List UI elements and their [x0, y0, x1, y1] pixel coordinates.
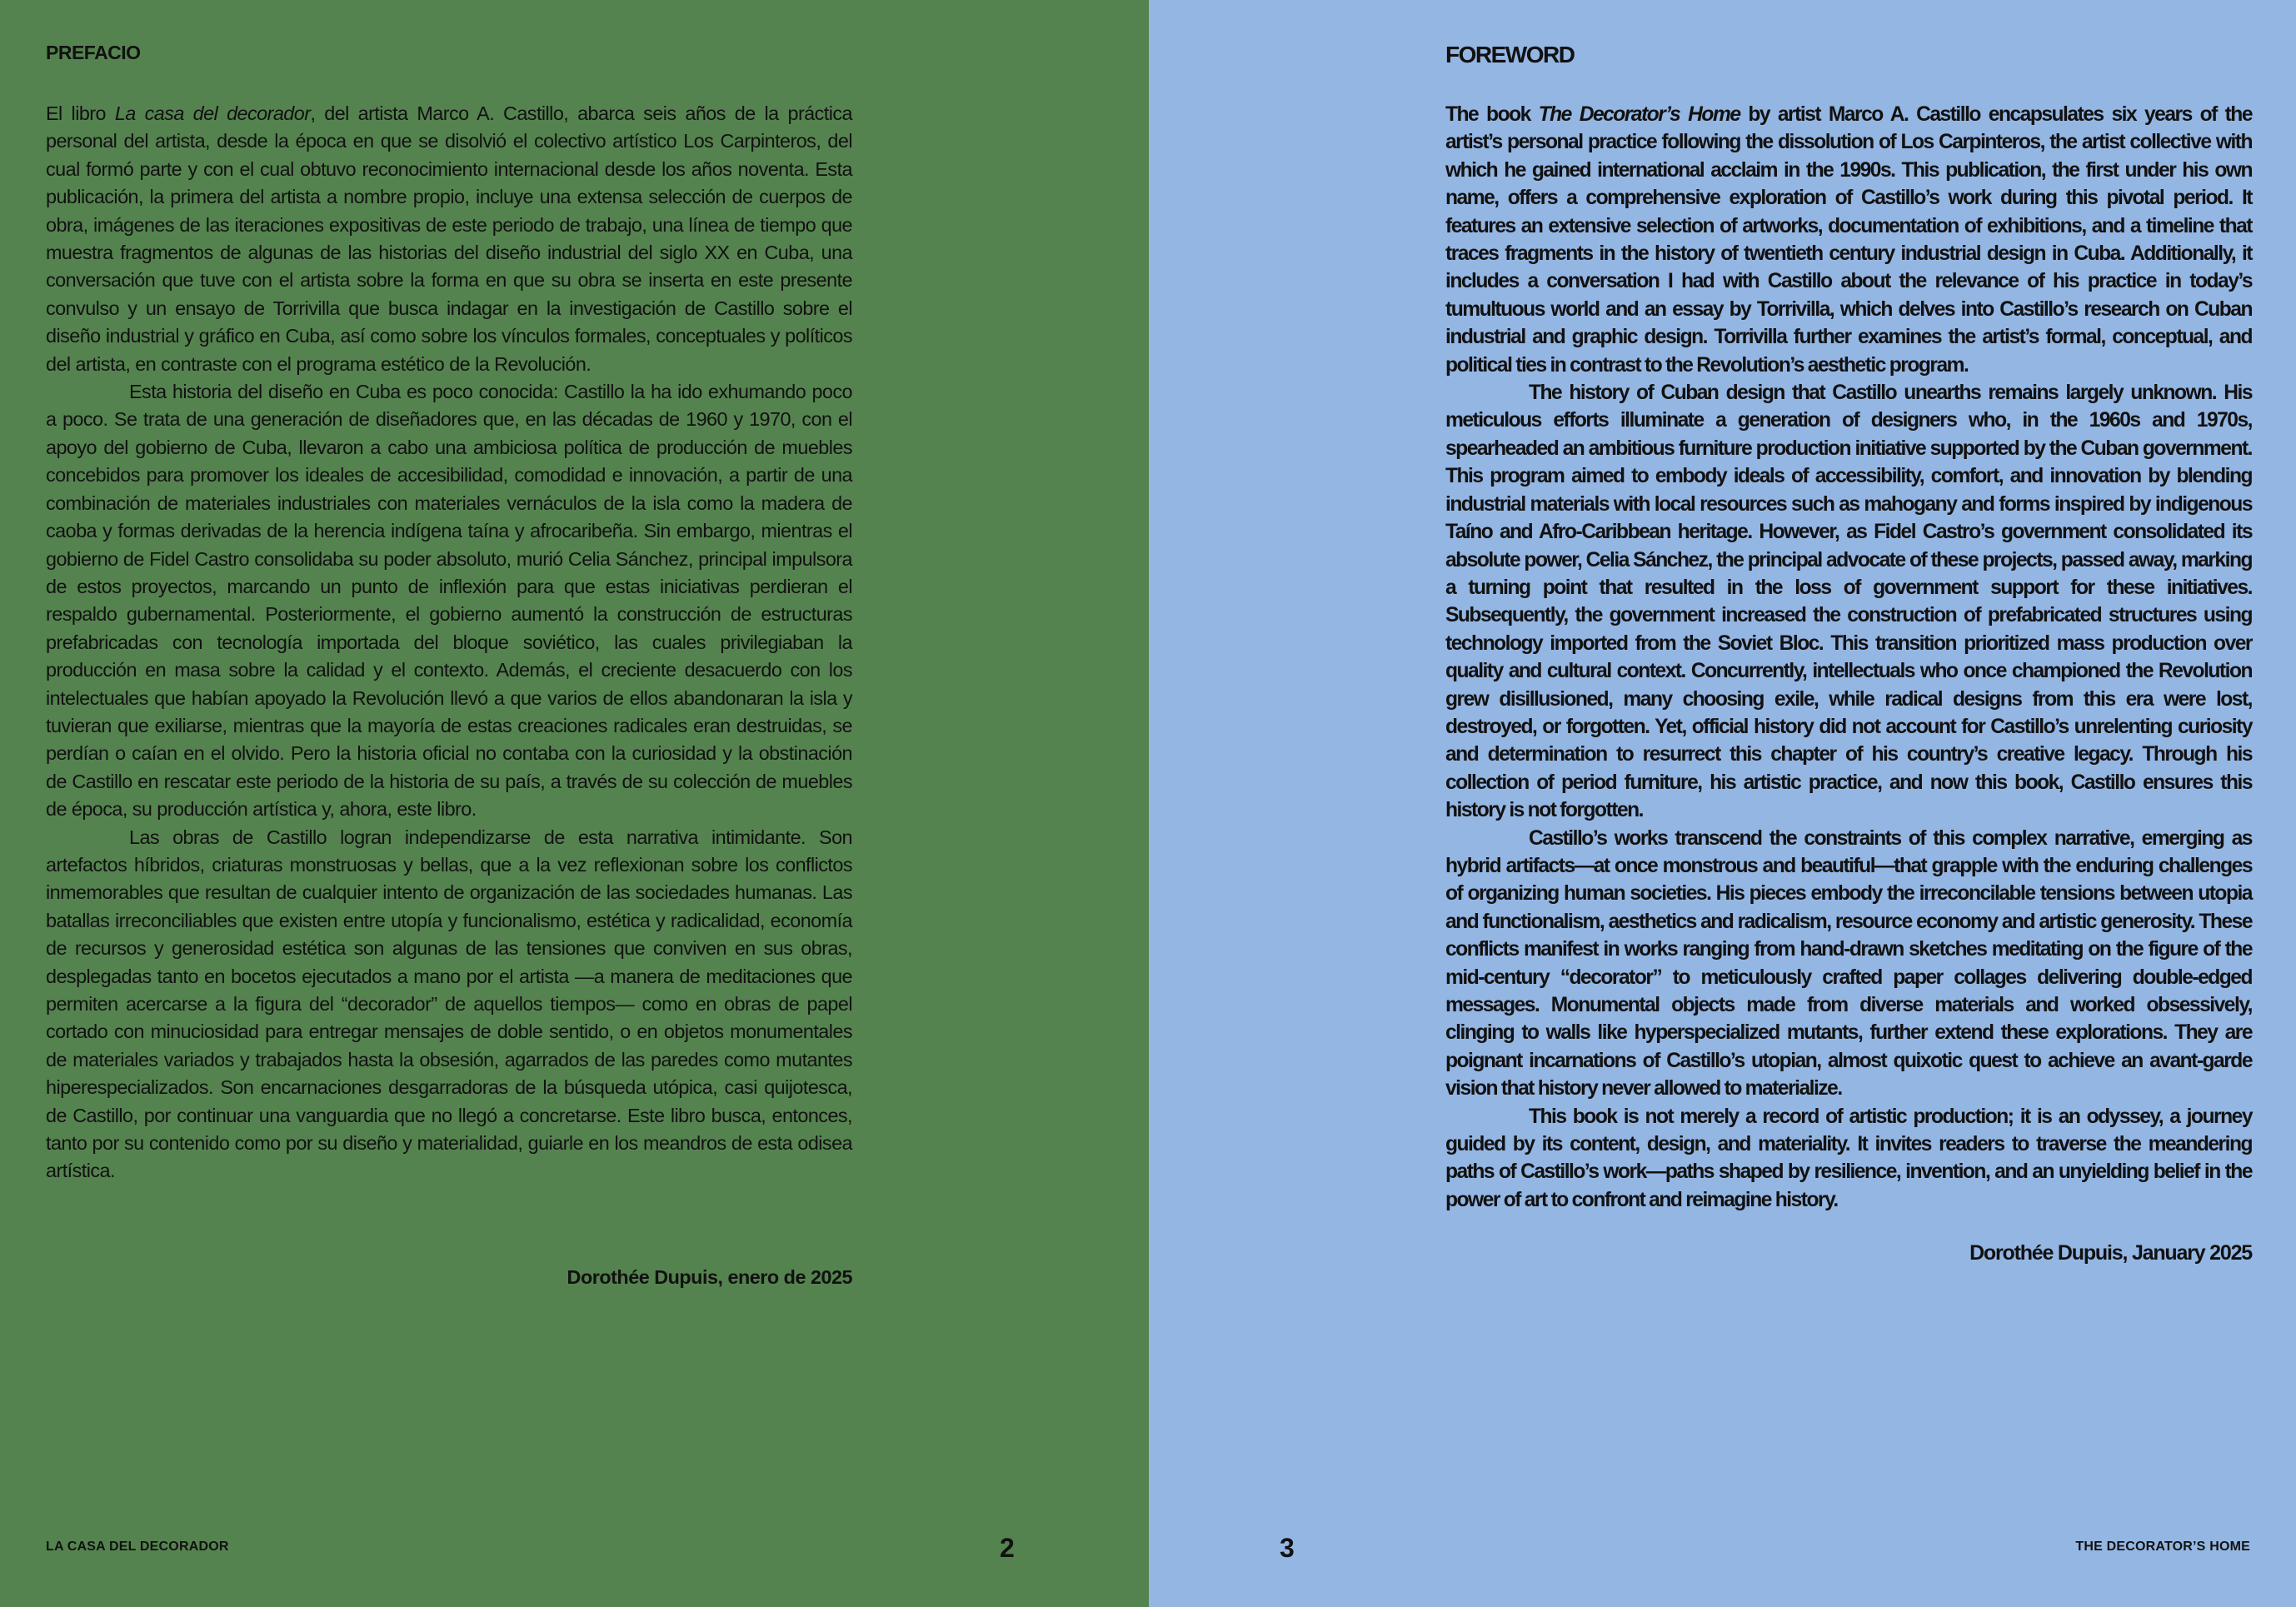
page-number: 3 — [1280, 1533, 1295, 1563]
paragraph-3: Las obras de Castillo logran independizarse de esta narrativa intimidante. Son artefactos híbridos, criaturas monstruosas y bellas, que a la vez reflexionan sobre los conflictos inmemorables que resultan de cualquier intento de organización de las sociedades humanas. Las batallas irreconciliables que existen entre utopía y funcionalismo, estética y radicalidad, economía de recursos y generosidad estética son algunas de las tensiones que conviven en sus obras, desplegadas tanto en bocetos ejecutados a mano por el artista —a manera de meditaciones que permiten acercarse a la figura del “decorador” de aquellos tiempos— como en obras de papel cortado con minuciosidad para entregar mensajes de doble sentido, o en objetos monumentales de materiales variados y trabajados hasta la obsesión, agarrados de las paredes como mutantes hiperespecializados. Son encarnaciones desgarradoras de la búsqueda utópica, casi quijotesca, de Castillo, por continuar una vanguardia que no llegó a concretarse. Este libro busca, entonces, tanto por su contenido como por su diseño y materialidad, guiarle en los meandros de esta odisea artística. — [46, 826, 852, 1182]
paragraph-intro: El libro — [46, 102, 115, 124]
running-footer-title: THE DECORATOR’S HOME — [2075, 1540, 2250, 1554]
paragraph-text: , del artista Marco A. Castillo, abarca seis años de la práctica personal del artista, desde la época en que se disolvió el colectivo artístico Los Carpinteros, del cual formó parte y con el cual obtuvo reconocimiento internacional desde los años noventa. Esta publicación, la primera del artista a nombre propio, incluye una extensa selección de cuerpos de obra, imágenes de las iteraciones expositivas de este periodo de trabajo, una línea de tiempo que muestra fragmentos de algunas de las historias del diseño industrial del siglo XX en Cuba, una conversación que tuve con el artista sobre la forma en que su obra se inserta en este presente convulso y un ensayo de Torrivilla que busca indagar en la investigación de Castillo sobre el diseño industrial y gráfico en Cuba, así como sobre los vínculos formales, conceptuales y políticos del artista, en contraste con el programa estético de la Revolución. — [46, 102, 852, 375]
paragraph-2: The history of Cuban design that Castillo unearths remains largely unknown. His meticulous efforts illuminate a generation of designers who, in the 1960s and 1970s, spearheaded an ambitious furniture production initiative supported by the Cuban government. This program aimed to embody ideals of accessibility, comfort, and innovation by blending industrial materials with local resources such as mahogany and forms inspired by indigenous Taíno and Afro-Caribbean heritage. However, as Fidel Castro’s government consolidated its absolute power, Celia Sánchez, the principal advocate of these projects, passed away, marking a turning point that resulted in the loss of government support for these initiatives. Subsequently, the government increased the construction of prefabricated structures using technology imported from the Soviet Bloc. This transition prioritized mass production over quality and cultural context. Concurrently, intellectuals who once championed the Revolution grew disillusioned, many choosing exile, while radical designs from this era were lost, destroyed, or forgotten. Yet, official history did not account for Castillo’s unrelenting curiosity and determination to resurrect this chapter of his country’s creative legacy. Through his collection of period furniture, his artistic practice, and now this book, Castillo ensures this history is not forgotten. — [1445, 382, 2252, 822]
signature: Dorothée Dupuis, January 2025 — [1969, 1241, 2252, 1265]
book-title: La casa del decorador — [114, 102, 311, 124]
paragraph-2: Esta historia del diseño en Cuba es poco conocida: Castillo la ha ido exhumando poco a poco. Se trata de una generación de diseñadores que, en las décadas de 1960 y 1970, con el apoyo del gobierno de Cuba, llevaron a cabo una ambiciosa política de producción de muebles concebidos para promover los ideales de accesibilidad, comodidad e innovación, a partir de una combinación de materiales industriales con materiales vernáculos de la isla como la madera de caoba y formas derivadas de la herencia indígena taína y afrocaribeña. Sin embargo, mientras el gobierno de Fidel Castro consolidaba su poder absoluto, murió Celia Sánchez, principal impulsora de estos proyectos, marcando un punto de inflexión para que estas iniciativas perdieran el respaldo gubernamental. Posteriormente, el gobierno aumentó la construcción de estructuras prefabricadas con tecnología importada del bloque soviético, las cuales privilegiaban la producción en masa sobre la calidad y el contexto. Además, el creciente desacuerdo con los intelectuales que habían apoyado la Revolución llevó a que varios de ellos abandonaran la isla y tuvieran que exiliarse, mientras que la mayoría de estas creaciones radicales eran destruidas, se perdían o caían en el olvido. Pero la historia oficial no contaba con la curiosidad y la obstinación de Castillo en rescatar este periodo de la historia de su país, a través de su colección de muebles de época, su producción artística y, ahora, este libro. — [46, 381, 852, 821]
paragraph-3: Castillo’s works transcend the constraints of this complex narrative, emerging as hybrid artifacts—at once monstrous and beautiful—that grapple with the enduring challenges of organizing human societies. His pieces embody the irreconcilable tensions between utopia and functionalism, aesthetics and radicalism, resource economy and artistic generosity. These conflicts manifest in works ranging from hand-drawn sketches meditating on the figure of the mid-century “decorator” to meticulously crafted paper collages delivering double-edged messages. Monumental objects made from diverse materials and worked obsessively, clinging to walls like hyperspecialized mutants, further extend these explorations. They are poignant incarnations of Castillo’s utopian, almost quixotic quest to achieve an avant-garde vision that history never allowed to materialize. — [1445, 826, 2252, 1100]
paragraph-4: This book is not merely a record of artistic production; it is an odyssey, a journey guided by its content, design, and materiality. It invites readers to traverse the meandering paths of Castillo’s work—paths shaped by resilience, invention, and an unyielding belief in the power of art to confront and reimagine history. — [1445, 1105, 2252, 1211]
page-heading: FOREWORD — [1445, 42, 1575, 67]
signature: Dorothée Dupuis, enero de 2025 — [567, 1266, 852, 1288]
paragraph-intro: The book — [1445, 103, 1539, 126]
paragraph-text: by artist Marco A. Castillo encapsulates six years of the artist’s personal practice following the dissolution of Los Carpinteros, the artist collective with which he gained international acclaim in the 1990s. This publication, the first under his own name, offers a comprehensive exploration of Castillo’s work during this pivotal period. It features an extensive selection of artworks, documentation of exhibitions, and a timeline that traces fragments in the history of twentieth century industrial design in Cuba. Additionally, it includes a conversation I had with Castillo about the relevance of his practice in today’s tumultuous world and an essay by Torrivilla, which delves into Castillo’s research on Cuban industrial and graphic design. Torrivilla further examines the artist’s formal, conceptual, and political ties in contrast to the Revolution’s aesthetic program. — [1445, 103, 2253, 377]
body-text — [46, 100, 852, 1185]
page-heading: PREFACIO — [46, 42, 141, 63]
book-title: The Decorator’s Home — [1538, 103, 1740, 126]
paragraph-1 — [1445, 101, 2252, 379]
paragraph-1 — [46, 100, 852, 378]
body-text — [1445, 101, 2252, 1214]
page-number: 2 — [1000, 1533, 1015, 1563]
running-footer-title: LA CASA DEL DECORADOR — [46, 1540, 229, 1554]
right-page-english — [1149, 0, 2296, 1607]
